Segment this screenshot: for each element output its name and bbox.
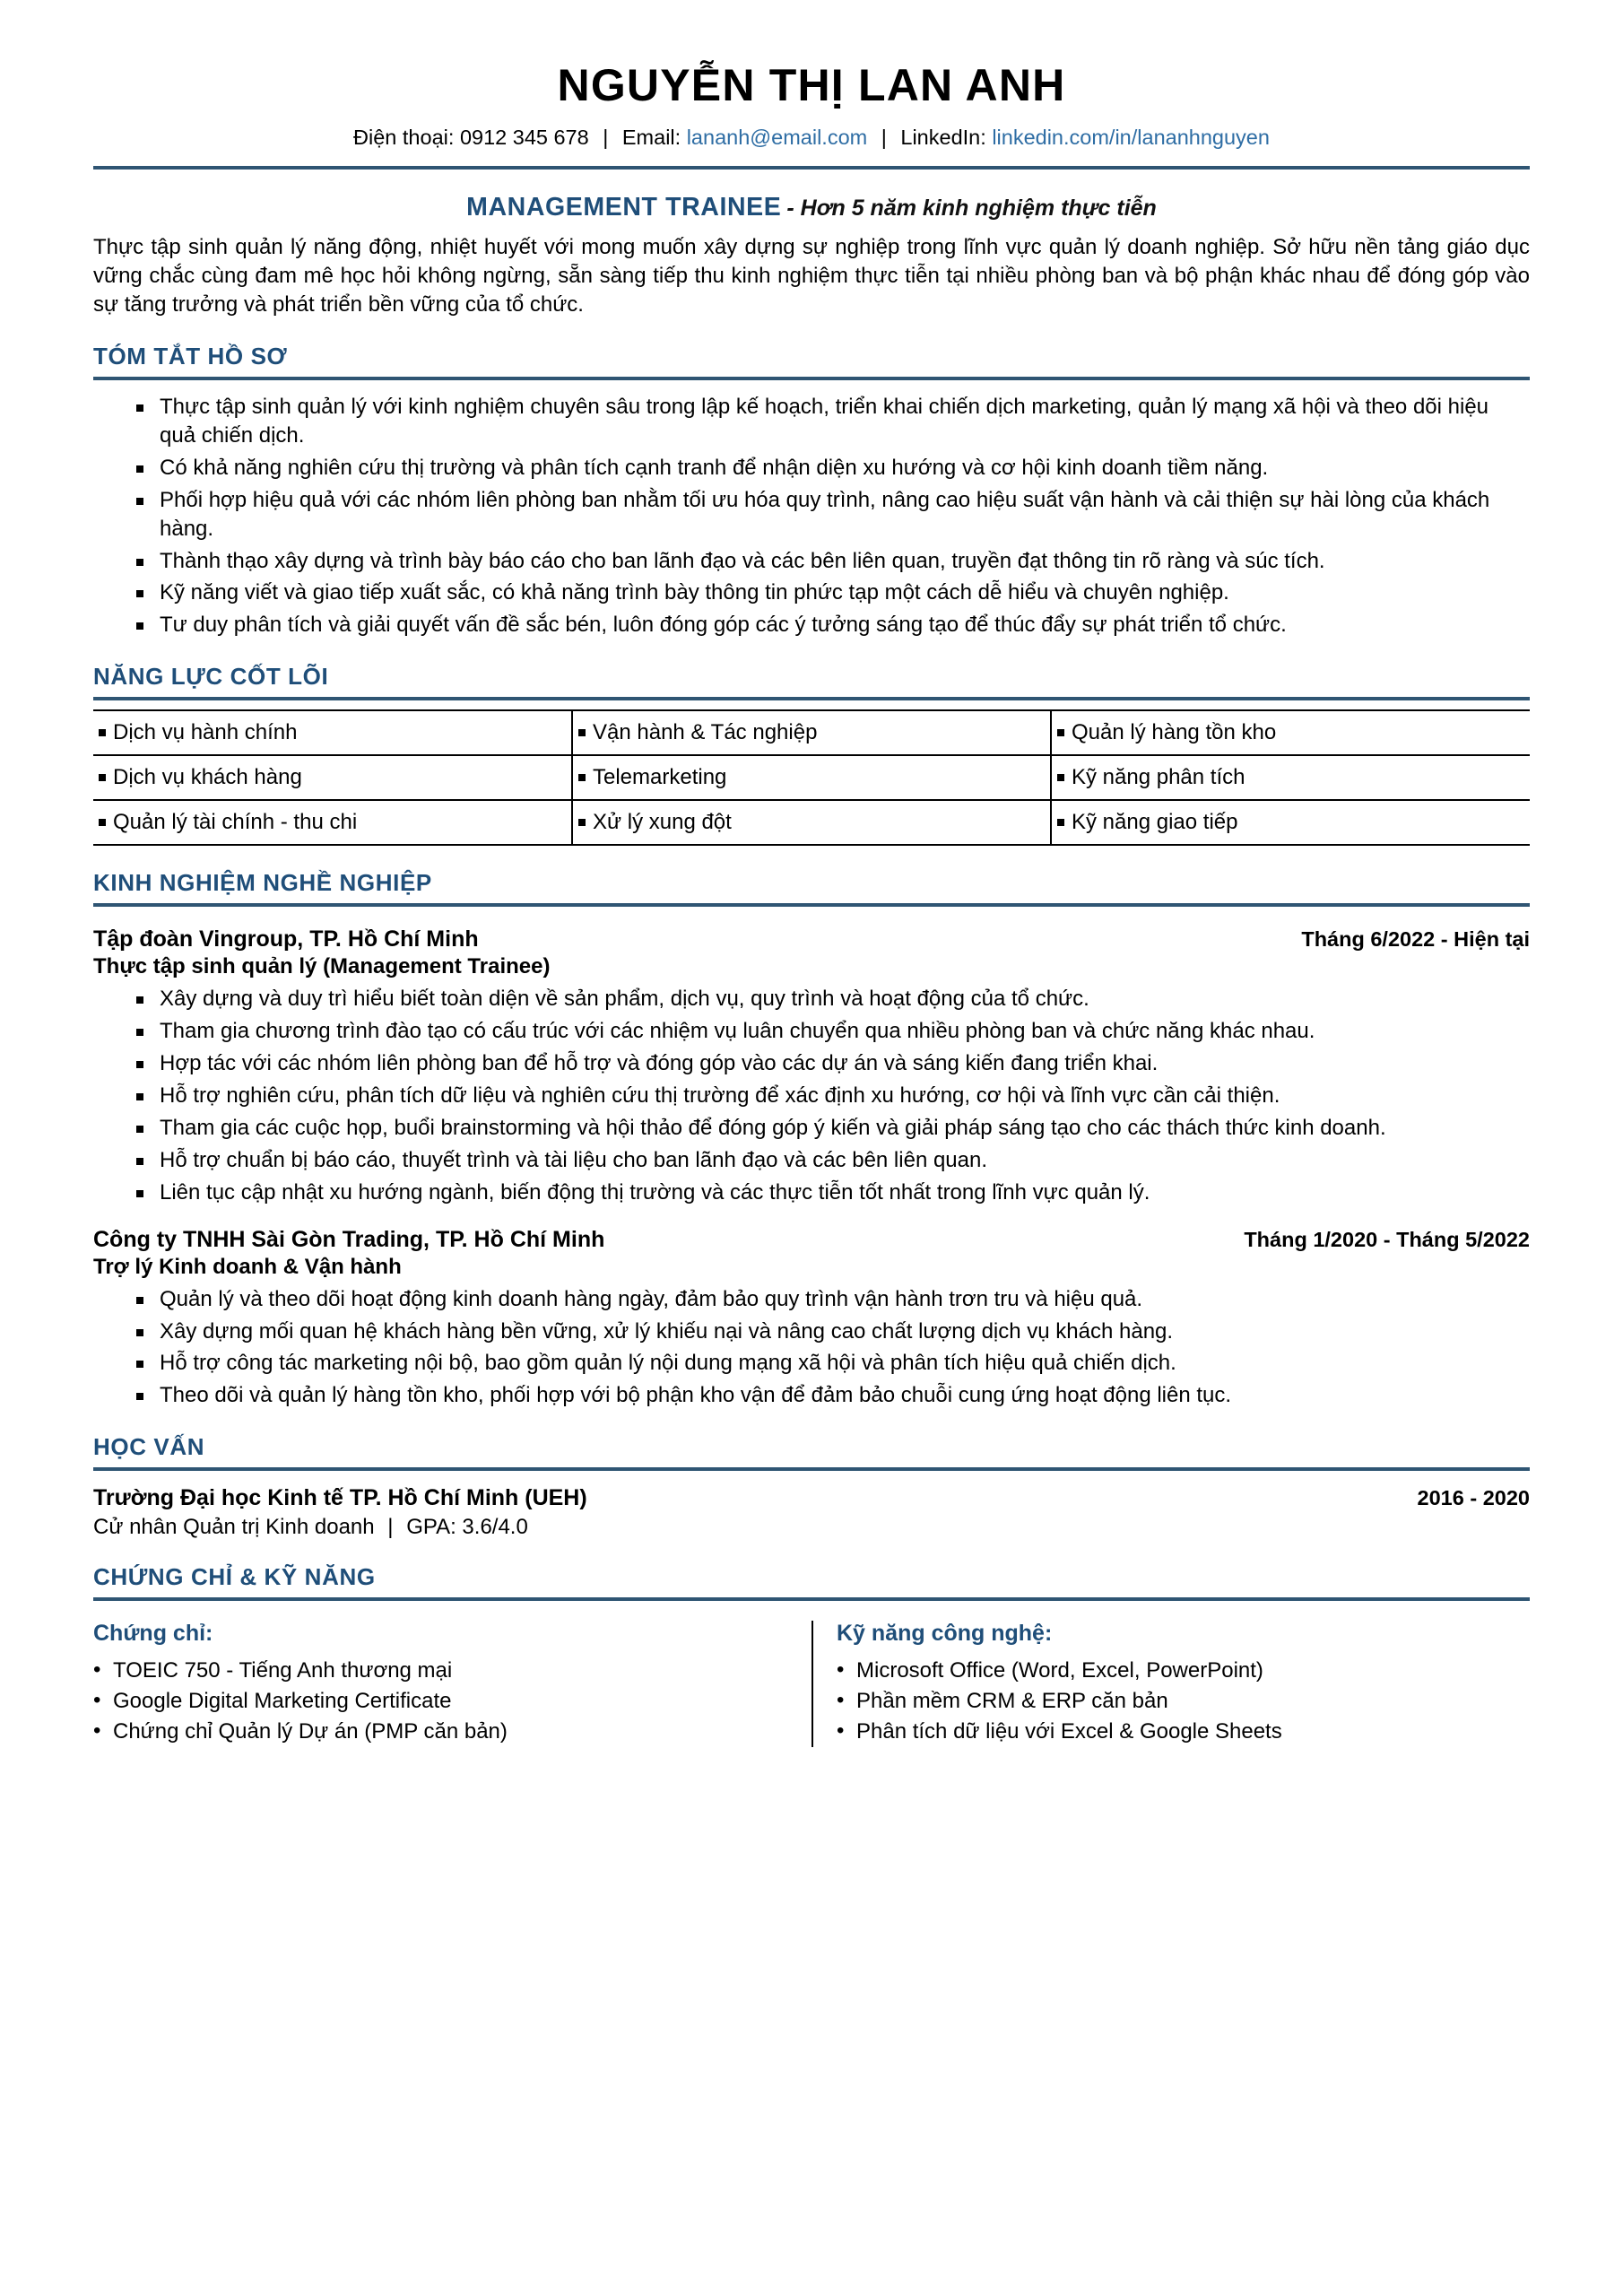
list-item: Hỗ trợ nghiên cứu, phân tích dữ liệu và nghiên cứu thị trường để xác định xu hướng, cơ hội và lĩnh vực cần cải thiện. bbox=[133, 1082, 1530, 1110]
contact-separator-1: | bbox=[603, 126, 609, 149]
experience-entry-header bbox=[93, 926, 1530, 952]
section-competencies bbox=[93, 663, 1530, 846]
list-item: Thành thạo xây dựng và trình bày báo cáo cho ban lãnh đạo và các bên liên quan, truyền đạt thông tin rõ ràng và súc tích. bbox=[133, 547, 1530, 576]
objective-paragraph: Thực tập sinh quản lý năng động, nhiệt huyết với mong muốn xây dựng sự nghiệp trong lĩnh vực quản lý doanh nghiệp. Sở hữu nền tảng giáo dục vững chắc cùng đam mê học hỏi không ngừng, sẵn sàng tiếp thu kinh nghiệm thực tiễn tại nhiều phòng ban và bộ phận khác nhau để đóng góp vào sự tăng trưởng và phát triển bền vững của tổ chức. bbox=[93, 234, 1530, 317]
table-row bbox=[93, 800, 1530, 845]
certificates-columns bbox=[93, 1621, 1530, 1747]
list-item: Có khả năng nghiên cứu thị trường và phân tích cạnh tranh để nhận diện xu hướng và cơ hội kinh doanh tiềm năng. bbox=[133, 454, 1530, 483]
list-item: Tham gia chương trình đào tạo có cấu trúc với các nhiệm vụ luân chuyển qua nhiều phòng ban và chức năng khác nhau. bbox=[133, 1017, 1530, 1046]
table-row bbox=[93, 710, 1530, 755]
degree-name: Cử nhân Quản trị Kinh doanh bbox=[93, 1515, 375, 1540]
section-certificates-skills bbox=[93, 1563, 1530, 1747]
tech-skills-list bbox=[837, 1656, 1508, 1747]
table-cell: Dịch vụ hành chính bbox=[93, 710, 572, 755]
table-cell: Kỹ năng phân tích bbox=[1051, 755, 1530, 800]
table-cell: Kỹ năng giao tiếp bbox=[1051, 800, 1530, 845]
list-item: • Google Digital Marketing Certificate bbox=[93, 1686, 790, 1717]
resume-header bbox=[93, 59, 1530, 170]
experience-bullets bbox=[93, 1285, 1530, 1411]
summary-list bbox=[93, 393, 1530, 639]
role-block bbox=[93, 193, 1530, 222]
certificates-list bbox=[93, 1656, 790, 1747]
list-item: • Microsoft Office (Word, Excel, PowerPoint) bbox=[837, 1656, 1508, 1686]
degree-separator: | bbox=[387, 1515, 394, 1540]
section-title-competencies: NĂNG LỰC CỐT LÕI bbox=[93, 663, 1530, 700]
section-title-experience: KINH NGHIỆM NGHỀ NGHIỆP bbox=[93, 869, 1530, 907]
contact-line bbox=[93, 124, 1530, 152]
list-item: • Chứng chỉ Quản lý Dự án (PMP căn bản) bbox=[93, 1717, 790, 1747]
list-item: Hợp tác với các nhóm liên phòng ban để hỗ trợ và đóng góp vào các dự án và sáng kiến đang triển khai. bbox=[133, 1049, 1530, 1078]
job-title: Trợ lý Kinh doanh & Vận hành bbox=[93, 1254, 402, 1279]
experience-entry bbox=[93, 1227, 1530, 1411]
list-item: Hỗ trợ chuẩn bị báo cáo, thuyết trình và tài liệu cho ban lãnh đạo và các bên liên quan. bbox=[133, 1146, 1530, 1175]
list-item: • Phân tích dữ liệu với Excel & Google Sheets bbox=[837, 1717, 1508, 1747]
list-item: • Phần mềm CRM & ERP căn bản bbox=[837, 1686, 1508, 1717]
section-experience bbox=[93, 869, 1530, 1410]
experience-bullets bbox=[93, 985, 1530, 1206]
section-title-summary: TÓM TẮT HỒ SƠ bbox=[93, 343, 1530, 380]
table-cell: Dịch vụ khách hàng bbox=[93, 755, 572, 800]
table-cell: Vận hành & Tác nghiệp bbox=[572, 710, 1051, 755]
role-tagline: - Hơn 5 năm kinh nghiệm thực tiễn bbox=[786, 195, 1157, 221]
list-item: Liên tục cập nhật xu hướng ngành, biến động thị trường và các thực tiễn tốt nhất trong lĩnh vực quản lý. bbox=[133, 1178, 1530, 1207]
phone-value: 0912 345 678 bbox=[459, 126, 589, 149]
table-row bbox=[93, 755, 1530, 800]
contact-separator-2: | bbox=[881, 126, 887, 149]
phone-label: Điện thoại: bbox=[353, 126, 455, 149]
linkedin-label: LinkedIn: bbox=[900, 126, 986, 149]
role-title: MANAGEMENT TRAINEE bbox=[466, 192, 782, 222]
table-cell: Telemarketing bbox=[572, 755, 1051, 800]
job-title: Thực tập sinh quản lý (Management Trainee) bbox=[93, 954, 551, 979]
list-item: Tư duy phân tích và giải quyết vấn đề sắc bén, luôn đóng góp các ý tưởng sáng tạo để thúc đẩy sự phát triển tổ chức. bbox=[133, 611, 1530, 639]
education-years: 2016 - 2020 bbox=[1417, 1486, 1530, 1510]
list-item: Xây dựng mối quan hệ khách hàng bền vững, xử lý khiếu nại và nâng cao chất lượng dịch vụ khách hàng. bbox=[133, 1318, 1530, 1346]
list-item: Kỹ năng viết và giao tiếp xuất sắc, có khả năng trình bày thông tin phức tạp một cách dễ hiểu và chuyên nghiệp. bbox=[133, 578, 1530, 607]
competencies-table bbox=[93, 709, 1530, 846]
employer-name: Tập đoàn Vingroup, TP. Hồ Chí Minh bbox=[93, 926, 479, 952]
education-entry-header bbox=[93, 1485, 1530, 1511]
section-summary bbox=[93, 343, 1530, 639]
candidate-name: NGUYỄN THỊ LAN ANH bbox=[557, 60, 1066, 110]
employment-dates: Tháng 1/2020 - Tháng 5/2022 bbox=[1244, 1227, 1530, 1251]
experience-entry-header bbox=[93, 1227, 1530, 1253]
section-education bbox=[93, 1433, 1530, 1540]
list-item: Thực tập sinh quản lý với kinh nghiệm chuyên sâu trong lập kế hoạch, triển khai chiến dịch marketing, quản lý mạng xã hội và theo dõi hiệu quả chiến dịch. bbox=[133, 393, 1530, 450]
email-label: Email: bbox=[621, 126, 681, 149]
list-item: Xây dựng và duy trì hiểu biết toàn diện về sản phẩm, dịch vụ, quy trình và hoạt động của tổ chức. bbox=[133, 985, 1530, 1013]
certificates-subheading: Chứng chỉ: bbox=[93, 1621, 213, 1647]
list-item: Theo dõi và quản lý hàng tồn kho, phối hợp với bộ phận kho vận để đảm bảo chuỗi cung ứng hoạt động liên tục. bbox=[133, 1381, 1530, 1410]
tech-skills-subheading: Kỹ năng công nghệ: bbox=[837, 1621, 1053, 1647]
linkedin-link[interactable]: linkedin.com/in/lananhnguyen bbox=[992, 126, 1270, 149]
section-title-certificates: CHỨNG CHỈ & KỸ NĂNG bbox=[93, 1563, 1530, 1601]
experience-entry bbox=[93, 926, 1530, 1206]
school-name: Trường Đại học Kinh tế TP. Hồ Chí Minh (UEH) bbox=[93, 1485, 587, 1511]
table-cell: Xử lý xung đột bbox=[572, 800, 1051, 845]
certificates-column bbox=[93, 1621, 812, 1747]
email-link[interactable]: lananh@email.com bbox=[686, 126, 868, 149]
table-cell: Quản lý tài chính - thu chi bbox=[93, 800, 572, 845]
list-item: Phối hợp hiệu quả với các nhóm liên phòng ban nhằm tối ưu hóa quy trình, nâng cao hiệu suất vận hành và cải thiện sự hài lòng của khách hàng. bbox=[133, 486, 1530, 544]
list-item: Quản lý và theo dõi hoạt động kinh doanh hàng ngày, đảm bảo quy trình vận hành trơn tru và hiệu quả. bbox=[133, 1285, 1530, 1314]
list-item: • TOEIC 750 - Tiếng Anh thương mại bbox=[93, 1656, 790, 1686]
list-item: Tham gia các cuộc họp, buổi brainstorming và hội thảo để đóng góp ý kiến và giải pháp sáng tạo cho các thách thức kinh doanh. bbox=[133, 1114, 1530, 1143]
gpa-value: GPA: 3.6/4.0 bbox=[406, 1515, 528, 1540]
employment-dates: Tháng 6/2022 - Hiện tại bbox=[1301, 927, 1530, 952]
tech-skills-column bbox=[812, 1621, 1530, 1747]
degree-line bbox=[93, 1515, 1530, 1540]
table-cell: Quản lý hàng tồn kho bbox=[1051, 710, 1530, 755]
list-item: Hỗ trợ công tác marketing nội bộ, bao gồm quản lý nội dung mạng xã hội và phân tích hiệu quả chiến dịch. bbox=[133, 1349, 1530, 1378]
employer-name: Công ty TNHH Sài Gòn Trading, TP. Hồ Chí Minh bbox=[93, 1226, 605, 1252]
section-title-education: HỌC VẤN bbox=[93, 1433, 1530, 1471]
